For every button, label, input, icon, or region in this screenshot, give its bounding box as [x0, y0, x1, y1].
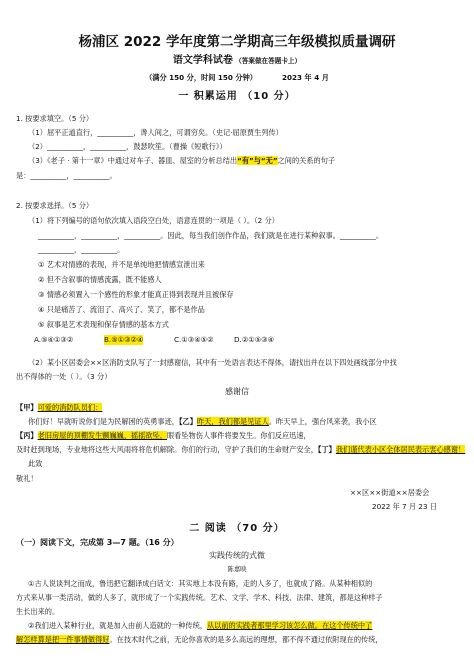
q2-sentence-4: ④ 只是痛苦了、流泪了、高兴了、笑了，都不是作品: [38, 305, 205, 314]
article-p2-post: 。在技术时代之前，无论你喜欢的是多么高远的理想，都不得不通过依附现在的传统，: [109, 635, 383, 644]
q1-item3-highlight: “有”与“无”: [237, 156, 278, 165]
q2-2-stem-cont: 出不得体的一处（ ）。（3 分）: [16, 372, 112, 381]
article-title: 实践传统的式微: [209, 551, 265, 560]
q1-item3: [28, 156, 335, 166]
letter-closing-2: 敬礼！: [16, 474, 38, 483]
letter-yi-text: 昨天，我们都是见证人: [196, 417, 269, 426]
q2-sentence-3: ③ 情感必须置入一个感性的形象才能真正得到表现并且被保存: [38, 290, 234, 299]
option-d[interactable]: D.②①⑤③④: [234, 335, 275, 344]
article-p2-line1: [28, 621, 372, 631]
article-p2-pre: ②我们进入某种行业，就是加入由前人造就的一种传统，: [28, 621, 207, 630]
letter-date: 2022 年 7 月 23 日: [372, 502, 437, 511]
letter-jia-text: 可爱的消防队员们：: [37, 403, 103, 412]
q2-item1: （1）将下列编号的语句依次填入语段空白处，语意连贯的一项是（ ）。（2 分）: [28, 216, 279, 225]
article-p1-line3: 生长出来的。: [16, 607, 60, 616]
section1-heading: 一 积累运用 （10 分）: [178, 91, 296, 102]
q2-sentence-5: ⑤ 叙事是艺术表现和保存情感的基本方式: [38, 320, 169, 329]
q1-item3-post: 之间的关系的句子: [277, 156, 336, 165]
q2-sentence-1: ① 艺术对情感的表现，并不是单纯地把情感宣泄出来: [38, 260, 205, 269]
letter-closing-1: 此致: [28, 459, 43, 468]
letter-line-3: [16, 445, 465, 455]
option-a[interactable]: A.⑤④①③②: [34, 335, 74, 344]
letter-l3: 及时赶到现场，专业地将这些大风雨将将危机解除。你们的行动，守护了我们的生命财产安全，: [16, 445, 318, 454]
q1-item1: （1）屈平正道直行，__________，谗人间之，可谓穷矣。（史记·屈原贾生列传）: [28, 128, 283, 137]
q1-item2: （2）__________，__________，鼓瑟吹笙。（曹操《短歌行》）: [28, 142, 227, 151]
letter-signature: ××区××街道××居委会: [350, 488, 430, 497]
letter-title: 感谢信: [225, 387, 249, 396]
meta-score: （满分 150 分，时间 150 分钟）: [145, 73, 257, 82]
letter-l2-post: 眼看坠物伤人事件将要发生。你们反应迅速，: [166, 431, 311, 440]
article-p2-highlight-1: 从以前的实践者那里学习该怎么做。在这个传统中了: [206, 621, 373, 630]
article-p1-line1: ①古人说谈判之而成，鲁迅把它翻译成白话文：其实地上本没有路，走的人多了，也就成了路。从某种相似的: [28, 579, 373, 588]
letter-ding-text: 我们谨代表小区全体居民表示衷心感谢！: [335, 445, 466, 454]
label-ding: 【丁】: [317, 445, 336, 454]
letter-l1-post: 。昨天早上，强台风来袭，我小区: [268, 417, 377, 426]
subject-line: [0, 55, 474, 67]
q2-para1: __________，__________，__________。因此，每当我们创作作品，我们就是在进行某种叙事。__________。: [38, 231, 384, 240]
letter-greeting: [16, 403, 102, 413]
article-p2-line2: [16, 635, 383, 645]
q2-stem: 2. 按要求选择。（5 分）: [16, 201, 94, 210]
reading-part1: （一）阅读下文，完成第 3—7 题。（16 分）: [16, 538, 179, 547]
section2-heading: 二 阅读 （70 分）: [189, 523, 285, 534]
option-b[interactable]: B.⑤①③②④: [104, 335, 144, 344]
exam-title: 杨浦区 2022 学年度第二学期高三年级模拟质量调研: [78, 34, 396, 50]
letter-line-1: [28, 417, 377, 427]
meta-line: [0, 73, 474, 83]
letter-l1-pre: 你们好！早就听说你们是为民解困的英勇事迹，: [28, 417, 179, 426]
q2-sentence-2: ② 但不含叙事的情感流露，既不能感人: [38, 275, 162, 284]
option-c[interactable]: C.①③④⑤②: [174, 335, 214, 344]
letter-bing-text: 老旧房屋的顶棚发生颤巍巍，摇摇欲坠，: [37, 431, 167, 440]
q2-2-stem: （2）某小区居委会××区消防支队写了一封感谢信，其中有一处语言表达不得体，请找出并在以下四处画线部分中找: [28, 358, 397, 367]
subject-name: 语文学科试卷: [172, 55, 233, 66]
subject-note: （答案做在答题卡上）: [235, 57, 302, 65]
q2-para2: __________，__________。: [38, 245, 125, 254]
article-p1-line2: 方式来从事一类活动，做的人多了，就形成了一个实践传统。艺术、文学、学术、科技、法律、建筑，都是这种样子: [16, 593, 383, 602]
label-jia: 【甲】: [16, 403, 38, 412]
q1-item3-pre: （3）《老子 · 第十一章》中通过对车子、器皿、屋室的分析总结出: [28, 156, 238, 165]
label-yi: 【乙】: [178, 417, 197, 426]
letter-line-2: [16, 431, 311, 441]
q1-stem: 1. 按要求填空。（5 分）: [16, 114, 94, 123]
q1-item3-cont: 是：__________，__________。: [16, 171, 117, 180]
meta-date: 2023 年 4 月: [282, 73, 329, 82]
article-author: 陈嘉映: [227, 565, 247, 573]
article-p2-highlight-2: 解怎样算是把一件事情做得好: [16, 635, 110, 644]
label-bing: 【丙】: [16, 431, 38, 440]
